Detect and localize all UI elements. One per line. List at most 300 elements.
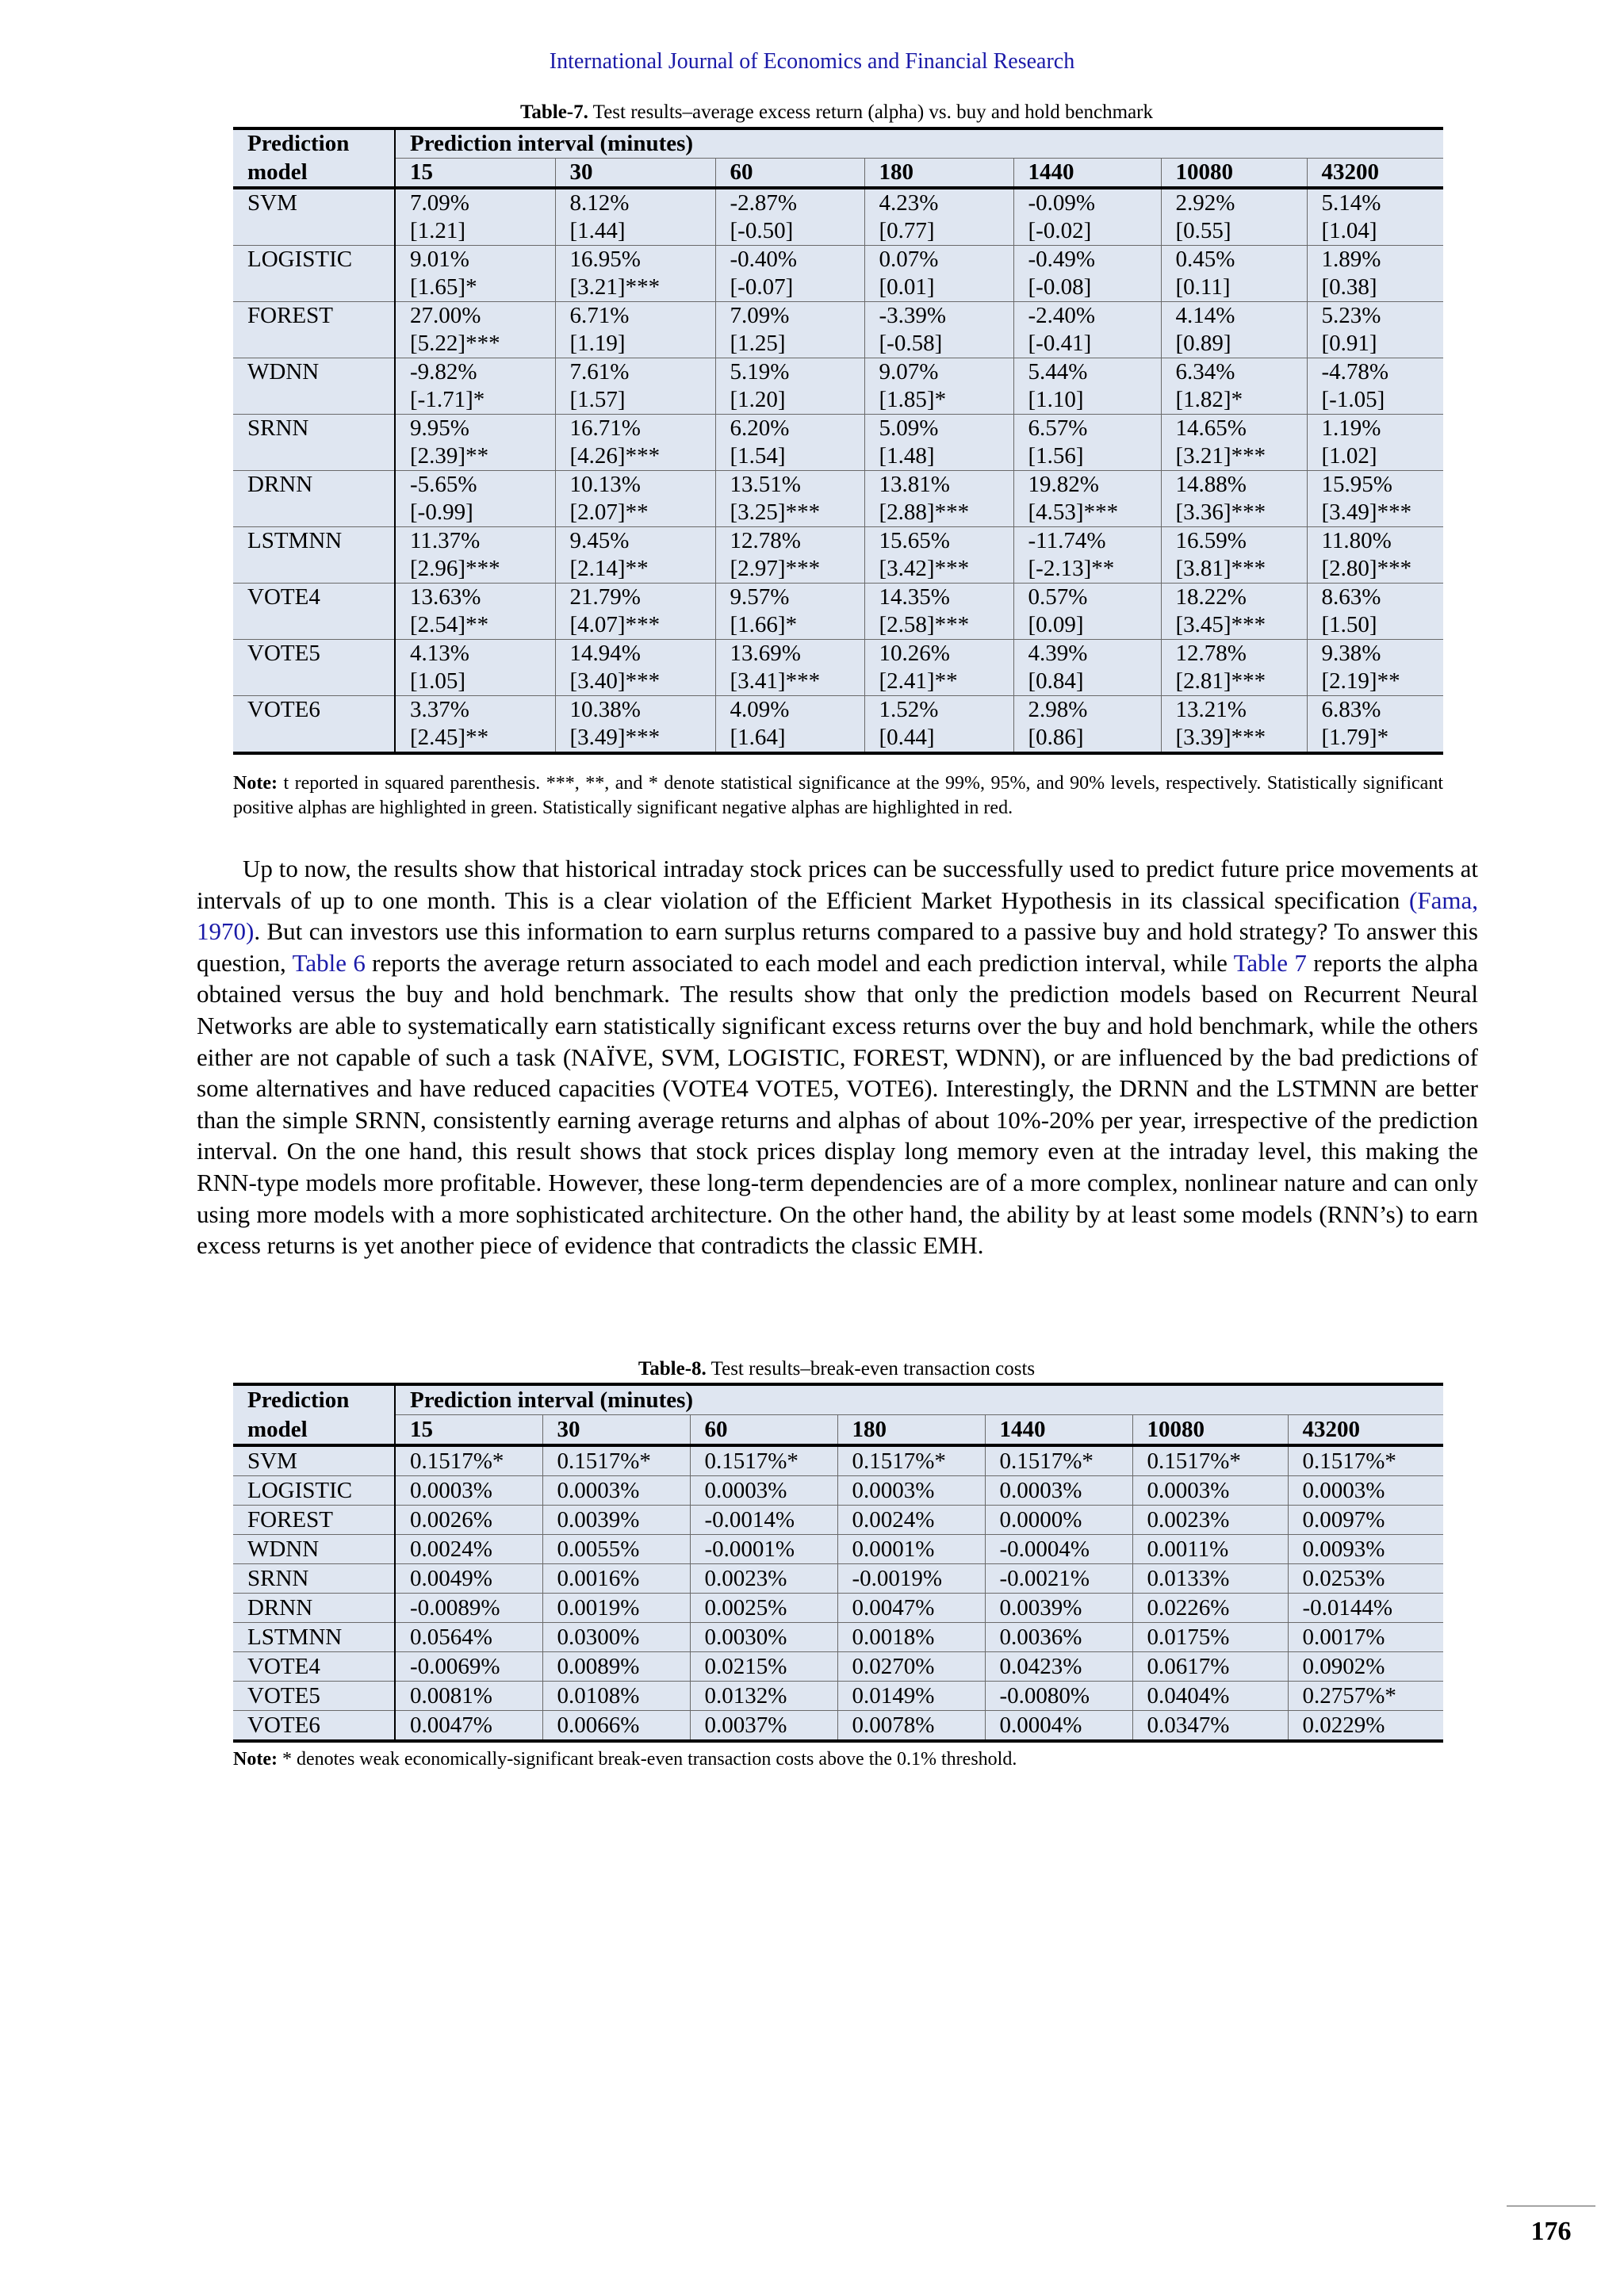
- break-even-cell: 0.0055%: [542, 1535, 690, 1564]
- alpha-cell: [1307, 696, 1443, 754]
- table-row: [233, 188, 1443, 246]
- alpha-cell: [1161, 302, 1307, 358]
- t-stat-value: [3.41]***: [730, 668, 821, 694]
- ref-fama-1970[interactable]: (Fama, 1970): [197, 886, 1478, 946]
- t-stat-value: [1.25]: [730, 331, 786, 356]
- table8-head-model-2: model: [233, 1415, 395, 1446]
- alpha-cell: [1161, 527, 1307, 584]
- alpha-cell: [864, 527, 1013, 584]
- break-even-cell: 0.0133%: [1132, 1564, 1288, 1594]
- paragraph-part-1: Up to now, the results show that historical intraday stock prices can be successfully used to predict future price movements at intervals of up to one month. This is a clear violation of the Efficient Market Hypothesis in its classical specification: [197, 855, 1478, 914]
- alpha-value: 6.20%: [730, 415, 790, 441]
- t-stat-value: [2.14]**: [569, 556, 649, 581]
- alpha-value: 8.12%: [569, 190, 630, 216]
- table8-interval-header: 43200: [1288, 1415, 1443, 1446]
- model-name-cell: VOTE6: [233, 696, 395, 754]
- table-row: [233, 415, 1443, 471]
- t-stat-value: [0.91]: [1321, 331, 1377, 356]
- t-stat-value: [1.20]: [730, 387, 786, 412]
- alpha-cell: [1307, 584, 1443, 640]
- break-even-cell: 0.0047%: [837, 1594, 985, 1623]
- alpha-cell: [864, 188, 1013, 246]
- break-even-cell: 0.0229%: [1288, 1711, 1443, 1742]
- alpha-cell: [1307, 358, 1443, 415]
- alpha-value: 4.39%: [1028, 641, 1088, 666]
- alpha-cell: [395, 246, 555, 302]
- alpha-cell: [715, 415, 864, 471]
- alpha-value: 13.63%: [410, 584, 481, 610]
- alpha-value: 15.65%: [879, 528, 950, 553]
- model-name-cell: LOGISTIC: [233, 1476, 395, 1506]
- alpha-cell: [1013, 358, 1161, 415]
- alpha-value: 9.38%: [1321, 641, 1381, 666]
- break-even-cell: 0.0019%: [542, 1594, 690, 1623]
- table8-head-model-1: Prediction: [233, 1384, 395, 1415]
- t-stat-value: [1.56]: [1028, 443, 1084, 469]
- break-even-cell: 0.0039%: [542, 1506, 690, 1535]
- alpha-cell: [1307, 527, 1443, 584]
- break-even-cell: 0.0078%: [837, 1711, 985, 1742]
- alpha-value: 18.22%: [1175, 584, 1247, 610]
- t-stat-value: [-0.50]: [730, 218, 794, 243]
- model-name-cell: SVM: [233, 1445, 395, 1476]
- alpha-value: -0.09%: [1028, 190, 1096, 216]
- table7-head-model-2: model: [233, 159, 395, 189]
- t-stat-value: [1.82]*: [1175, 387, 1243, 412]
- t-stat-value: [1.65]*: [410, 274, 477, 300]
- alpha-cell: [1013, 302, 1161, 358]
- break-even-cell: 0.0030%: [690, 1623, 837, 1652]
- break-even-cell: 0.0003%: [837, 1476, 985, 1506]
- alpha-value: 6.83%: [1321, 697, 1381, 722]
- model-name-cell: LSTMNN: [233, 527, 395, 584]
- alpha-cell: [555, 584, 715, 640]
- table8-interval-row: [233, 1415, 1443, 1446]
- alpha-value: 12.78%: [1175, 641, 1247, 666]
- table-row: [233, 1711, 1443, 1742]
- alpha-cell: [715, 471, 864, 527]
- break-even-cell: 0.0003%: [395, 1476, 542, 1506]
- break-even-cell: 0.0226%: [1132, 1594, 1288, 1623]
- ref-table-7[interactable]: Table 7: [1233, 948, 1307, 977]
- alpha-value: 19.82%: [1028, 472, 1099, 497]
- alpha-value: -9.82%: [410, 359, 477, 385]
- alpha-value: 5.09%: [879, 415, 939, 441]
- break-even-cell: 0.0404%: [1132, 1682, 1288, 1711]
- alpha-cell: [1013, 640, 1161, 696]
- table8-note-label: Note:: [233, 1749, 278, 1770]
- break-even-cell: 0.0039%: [985, 1594, 1132, 1623]
- break-even-cell: 0.0066%: [542, 1711, 690, 1742]
- break-even-cell: 0.1517%*: [985, 1445, 1132, 1476]
- table8-note: [233, 1747, 1443, 1772]
- t-stat-value: [-0.58]: [879, 331, 943, 356]
- alpha-cell: [1013, 527, 1161, 584]
- break-even-cell: 0.0253%: [1288, 1564, 1443, 1594]
- alpha-cell: [395, 188, 555, 246]
- t-stat-value: [1.79]*: [1321, 725, 1389, 750]
- alpha-value: 16.95%: [569, 247, 641, 272]
- table7-interval-header: 43200: [1307, 159, 1443, 189]
- alpha-value: -2.40%: [1028, 303, 1096, 328]
- table7-interval-header: 15: [395, 159, 555, 189]
- break-even-cell: 0.0270%: [837, 1652, 985, 1682]
- alpha-cell: [1013, 696, 1161, 754]
- ref-table-6[interactable]: Table 6: [292, 948, 366, 977]
- break-even-cell: 0.0000%: [985, 1506, 1132, 1535]
- alpha-value: 13.69%: [730, 641, 801, 666]
- model-name-cell: SVM: [233, 188, 395, 246]
- alpha-value: 9.01%: [410, 247, 469, 272]
- model-name-cell: VOTE4: [233, 1652, 395, 1682]
- alpha-value: 9.45%: [569, 528, 630, 553]
- table-row: [233, 584, 1443, 640]
- alpha-cell: [555, 471, 715, 527]
- alpha-cell: [1307, 246, 1443, 302]
- alpha-value: 5.14%: [1321, 190, 1381, 216]
- alpha-cell: [864, 302, 1013, 358]
- t-stat-value: [1.66]*: [730, 612, 798, 637]
- table7-note: [233, 771, 1443, 821]
- alpha-value: 0.57%: [1028, 584, 1088, 610]
- t-stat-value: [1.19]: [569, 331, 626, 356]
- t-stat-value: [-2.13]**: [1028, 556, 1115, 581]
- model-name-cell: DRNN: [233, 1594, 395, 1623]
- alpha-value: -2.87%: [730, 190, 798, 216]
- t-stat-value: [-0.02]: [1028, 218, 1092, 243]
- alpha-cell: [395, 302, 555, 358]
- alpha-value: 13.51%: [730, 472, 801, 497]
- t-stat-value: [3.21]***: [569, 274, 661, 300]
- alpha-cell: [864, 696, 1013, 754]
- alpha-cell: [1161, 696, 1307, 754]
- alpha-value: 2.98%: [1028, 697, 1088, 722]
- alpha-value: 3.37%: [410, 697, 469, 722]
- alpha-cell: [555, 246, 715, 302]
- alpha-value: 13.81%: [879, 472, 950, 497]
- alpha-value: 1.52%: [879, 697, 939, 722]
- break-even-cell: 0.1517%*: [1288, 1445, 1443, 1476]
- break-even-cell: 0.0049%: [395, 1564, 542, 1594]
- break-even-cell: 0.0215%: [690, 1652, 837, 1682]
- break-even-cell: 0.0081%: [395, 1682, 542, 1711]
- alpha-cell: [395, 415, 555, 471]
- break-even-cell: 0.0347%: [1132, 1711, 1288, 1742]
- t-stat-value: [1.85]*: [879, 387, 947, 412]
- t-stat-value: [5.22]***: [410, 331, 500, 356]
- table-row: [233, 1564, 1443, 1594]
- t-stat-value: [2.81]***: [1175, 668, 1266, 694]
- alpha-value: 7.09%: [410, 190, 469, 216]
- t-stat-value: [0.09]: [1028, 612, 1084, 637]
- alpha-cell: [1013, 584, 1161, 640]
- table7-interval-header: 60: [715, 159, 864, 189]
- t-stat-value: [0.86]: [1028, 725, 1084, 750]
- t-stat-value: [0.38]: [1321, 274, 1377, 300]
- alpha-cell: [555, 415, 715, 471]
- break-even-cell: -0.0069%: [395, 1652, 542, 1682]
- t-stat-value: [3.49]***: [569, 725, 661, 750]
- break-even-cell: 0.0617%: [1132, 1652, 1288, 1682]
- break-even-cell: 0.0003%: [985, 1476, 1132, 1506]
- alpha-cell: [395, 584, 555, 640]
- break-even-cell: 0.0175%: [1132, 1623, 1288, 1652]
- alpha-value: 8.63%: [1321, 584, 1381, 610]
- alpha-cell: [555, 302, 715, 358]
- break-even-cell: -0.0021%: [985, 1564, 1132, 1594]
- break-even-cell: 0.0023%: [690, 1564, 837, 1594]
- alpha-cell: [1013, 415, 1161, 471]
- alpha-value: 14.35%: [879, 584, 950, 610]
- table-row: [233, 302, 1443, 358]
- t-stat-value: [-0.99]: [410, 499, 473, 525]
- alpha-value: 14.65%: [1175, 415, 1247, 441]
- table-row: [233, 640, 1443, 696]
- t-stat-value: [1.64]: [730, 725, 786, 750]
- break-even-cell: 0.0024%: [837, 1506, 985, 1535]
- t-stat-value: [4.07]***: [569, 612, 661, 637]
- model-name-cell: SRNN: [233, 415, 395, 471]
- paragraph-part-2: . But can investors use this information to earn surplus returns compared to a passive buy and hold strategy? To answer this question,: [197, 917, 1478, 977]
- break-even-cell: 0.0003%: [1132, 1476, 1288, 1506]
- break-even-cell: 0.0026%: [395, 1506, 542, 1535]
- model-name-cell: LSTMNN: [233, 1623, 395, 1652]
- alpha-cell: [1307, 415, 1443, 471]
- alpha-cell: [864, 415, 1013, 471]
- alpha-cell: [715, 640, 864, 696]
- break-even-cell: 0.0018%: [837, 1623, 985, 1652]
- alpha-cell: [395, 696, 555, 754]
- table8-interval-header: 60: [690, 1415, 837, 1446]
- t-stat-value: [1.05]: [410, 668, 466, 694]
- alpha-value: 5.23%: [1321, 303, 1381, 328]
- table7-interval-row: [233, 159, 1443, 189]
- break-even-cell: 0.1517%*: [395, 1445, 542, 1476]
- t-stat-value: [2.54]**: [410, 612, 489, 637]
- table-row: [233, 471, 1443, 527]
- break-even-cell: -0.0080%: [985, 1682, 1132, 1711]
- model-name-cell: VOTE5: [233, 1682, 395, 1711]
- alpha-cell: [1161, 415, 1307, 471]
- t-stat-value: [-0.07]: [730, 274, 794, 300]
- break-even-cell: 0.1517%*: [837, 1445, 985, 1476]
- alpha-value: 16.59%: [1175, 528, 1247, 553]
- alpha-cell: [715, 188, 864, 246]
- t-stat-value: [1.57]: [569, 387, 626, 412]
- break-even-cell: 0.0097%: [1288, 1506, 1443, 1535]
- table-row: [233, 696, 1443, 754]
- journal-header: International Journal of Economics and Financial Research: [549, 49, 1075, 74]
- break-even-cell: 0.0300%: [542, 1623, 690, 1652]
- table-row: [233, 1476, 1443, 1506]
- body-paragraph: [197, 853, 1478, 1261]
- break-even-cell: -0.0144%: [1288, 1594, 1443, 1623]
- break-even-cell: 0.0047%: [395, 1711, 542, 1742]
- t-stat-value: [3.25]***: [730, 499, 821, 525]
- t-stat-value: [1.48]: [879, 443, 935, 469]
- table7-interval-header: 10080: [1161, 159, 1307, 189]
- alpha-cell: [555, 640, 715, 696]
- table7-caption-text: Test results–average excess return (alpha) vs. buy and hold benchmark: [588, 101, 1154, 123]
- break-even-cell: 0.0132%: [690, 1682, 837, 1711]
- table-row: [233, 1594, 1443, 1623]
- alpha-value: 6.34%: [1175, 359, 1235, 385]
- t-stat-value: [2.45]**: [410, 725, 489, 750]
- alpha-value: 9.95%: [410, 415, 469, 441]
- break-even-cell: 0.0001%: [837, 1535, 985, 1564]
- t-stat-value: [2.97]***: [730, 556, 821, 581]
- alpha-cell: [1161, 358, 1307, 415]
- t-stat-value: [3.21]***: [1175, 443, 1266, 469]
- model-name-cell: VOTE5: [233, 640, 395, 696]
- alpha-value: 9.57%: [730, 584, 790, 610]
- alpha-value: 9.07%: [879, 359, 939, 385]
- alpha-cell: [864, 471, 1013, 527]
- model-name-cell: WDNN: [233, 358, 395, 415]
- t-stat-value: [0.44]: [879, 725, 935, 750]
- t-stat-value: [3.81]***: [1175, 556, 1266, 581]
- alpha-cell: [1307, 188, 1443, 246]
- break-even-cell: 0.0149%: [837, 1682, 985, 1711]
- alpha-cell: [395, 471, 555, 527]
- alpha-cell: [715, 527, 864, 584]
- alpha-cell: [864, 640, 1013, 696]
- t-stat-value: [-1.05]: [1321, 387, 1385, 412]
- t-stat-value: [-0.41]: [1028, 331, 1092, 356]
- table7-caption-label: Table-7.: [519, 101, 588, 123]
- alpha-value: 2.92%: [1175, 190, 1235, 216]
- alpha-cell: [1161, 188, 1307, 246]
- table-row: [233, 1445, 1443, 1476]
- t-stat-value: [2.39]**: [410, 443, 489, 469]
- table-row: [233, 527, 1443, 584]
- table7-note-text: t reported in squared parenthesis. ***, **, and * denote statistical significance at the 99%, 95%, and 90% levels, respectively. Statistically significant positive alphas are highlighted in green. Statistically significant negative alphas are highlighted in red.: [233, 773, 1443, 818]
- table-row: [233, 1652, 1443, 1682]
- t-stat-value: [1.02]: [1321, 443, 1377, 469]
- break-even-cell: 0.1517%*: [1132, 1445, 1288, 1476]
- alpha-cell: [864, 358, 1013, 415]
- break-even-cell: 0.0108%: [542, 1682, 690, 1711]
- break-even-cell: 0.0003%: [1288, 1476, 1443, 1506]
- break-even-cell: 0.0011%: [1132, 1535, 1288, 1564]
- t-stat-value: [1.04]: [1321, 218, 1377, 243]
- alpha-cell: [1013, 471, 1161, 527]
- alpha-cell: [395, 358, 555, 415]
- alpha-value: 12.78%: [730, 528, 801, 553]
- alpha-value: 27.00%: [410, 303, 481, 328]
- table7-note-label: Note:: [233, 773, 278, 794]
- break-even-cell: 0.1517%*: [690, 1445, 837, 1476]
- alpha-cell: [715, 358, 864, 415]
- alpha-value: -3.39%: [879, 303, 947, 328]
- table8-caption: [230, 1358, 1443, 1380]
- break-even-cell: 0.1517%*: [542, 1445, 690, 1476]
- t-stat-value: [1.50]: [1321, 612, 1377, 637]
- alpha-value: 10.26%: [879, 641, 950, 666]
- table7-head-interval: Prediction interval (minutes): [395, 128, 1443, 159]
- alpha-cell: [1161, 584, 1307, 640]
- model-name-cell: WDNN: [233, 1535, 395, 1564]
- break-even-cell: 0.0004%: [985, 1711, 1132, 1742]
- paragraph-part-4: reports the alpha obtained versus the buy and hold benchmark. The results show that only the prediction models based on Recurrent Neural Networks are able to systematically earn statistically significant excess returns over the buy and hold benchmark, while the others either are not capable of such a task (NAÏVE, SVM, LOGISTIC, FOREST, WDNN), or are influenced by the bad predictions of some alternatives and have reduced capacities (VOTE4 VOTE5, VOTE6). Interestingly, the DRNN and the LSTMNN are better than the simple SRNN, consistently earning average returns and alphas of about 10%-20% per year, irrespective of the prediction interval. On the one hand, this result shows that stock prices display long memory even at the intraday level, this making the RNN-type models more profitable. However, these long-term dependencies are of a more complex, nonlinear nature and can only using more models with a more sophisticated architecture. On the other hand, the ability by at least some models (RNN’s) to earn excess returns is yet another piece of evidence that contradicts the classic EMH.: [197, 948, 1478, 1260]
- break-even-cell: 0.2757%*: [1288, 1682, 1443, 1711]
- table-row: [233, 358, 1443, 415]
- t-stat-value: [3.40]***: [569, 668, 661, 694]
- model-name-cell: DRNN: [233, 471, 395, 527]
- alpha-value: 14.94%: [569, 641, 641, 666]
- t-stat-value: [3.36]***: [1175, 499, 1266, 525]
- alpha-cell: [1161, 246, 1307, 302]
- t-stat-value: [-1.71]*: [410, 387, 485, 412]
- t-stat-value: [4.26]***: [569, 443, 661, 469]
- t-stat-value: [-0.08]: [1028, 274, 1092, 300]
- t-stat-value: [0.01]: [879, 274, 935, 300]
- break-even-cell: 0.0089%: [542, 1652, 690, 1682]
- alpha-cell: [555, 696, 715, 754]
- alpha-value: 21.79%: [569, 584, 641, 610]
- table8-caption-label: Table-8.: [638, 1358, 707, 1380]
- break-even-cell: -0.0001%: [690, 1535, 837, 1564]
- alpha-value: -5.65%: [410, 472, 477, 497]
- model-name-cell: VOTE4: [233, 584, 395, 640]
- alpha-cell: [1013, 188, 1161, 246]
- break-even-cell: 0.0016%: [542, 1564, 690, 1594]
- break-even-cell: 0.0023%: [1132, 1506, 1288, 1535]
- table8-interval-header: 15: [395, 1415, 542, 1446]
- break-even-cell: -0.0014%: [690, 1506, 837, 1535]
- t-stat-value: [1.44]: [569, 218, 626, 243]
- t-stat-value: [1.10]: [1028, 387, 1084, 412]
- alpha-value: 7.09%: [730, 303, 790, 328]
- table8-interval-header: 180: [837, 1415, 985, 1446]
- table-row: [233, 1506, 1443, 1535]
- t-stat-value: [0.11]: [1175, 274, 1231, 300]
- table7-interval-header: 1440: [1013, 159, 1161, 189]
- model-name-cell: FOREST: [233, 1506, 395, 1535]
- alpha-value: 7.61%: [569, 359, 630, 385]
- alpha-value: -0.40%: [730, 247, 798, 272]
- break-even-cell: 0.0423%: [985, 1652, 1132, 1682]
- alpha-cell: [1161, 471, 1307, 527]
- break-even-cell: 0.0093%: [1288, 1535, 1443, 1564]
- alpha-value: 5.44%: [1028, 359, 1088, 385]
- alpha-cell: [555, 358, 715, 415]
- table8-interval-header: 10080: [1132, 1415, 1288, 1446]
- t-stat-value: [2.88]***: [879, 499, 970, 525]
- page-number: 176: [1530, 2217, 1572, 2246]
- alpha-value: -0.49%: [1028, 247, 1096, 272]
- break-even-cell: 0.0003%: [690, 1476, 837, 1506]
- alpha-cell: [1307, 640, 1443, 696]
- break-even-cell: 0.0902%: [1288, 1652, 1443, 1682]
- break-even-cell: 0.0025%: [690, 1594, 837, 1623]
- table7: [233, 127, 1443, 755]
- alpha-value: 6.71%: [569, 303, 630, 328]
- t-stat-value: [0.77]: [879, 218, 935, 243]
- t-stat-value: [4.53]***: [1028, 499, 1119, 525]
- break-even-cell: 0.0017%: [1288, 1623, 1443, 1652]
- table7-interval-header: 180: [864, 159, 1013, 189]
- alpha-value: 4.23%: [879, 190, 939, 216]
- table8-caption-text: Test results–break-even transaction costs: [706, 1358, 1036, 1380]
- alpha-cell: [555, 527, 715, 584]
- t-stat-value: [1.21]: [410, 218, 466, 243]
- alpha-cell: [1013, 246, 1161, 302]
- break-even-cell: 0.0564%: [395, 1623, 542, 1652]
- break-even-cell: -0.0004%: [985, 1535, 1132, 1564]
- alpha-cell: [1307, 471, 1443, 527]
- alpha-value: 0.07%: [879, 247, 939, 272]
